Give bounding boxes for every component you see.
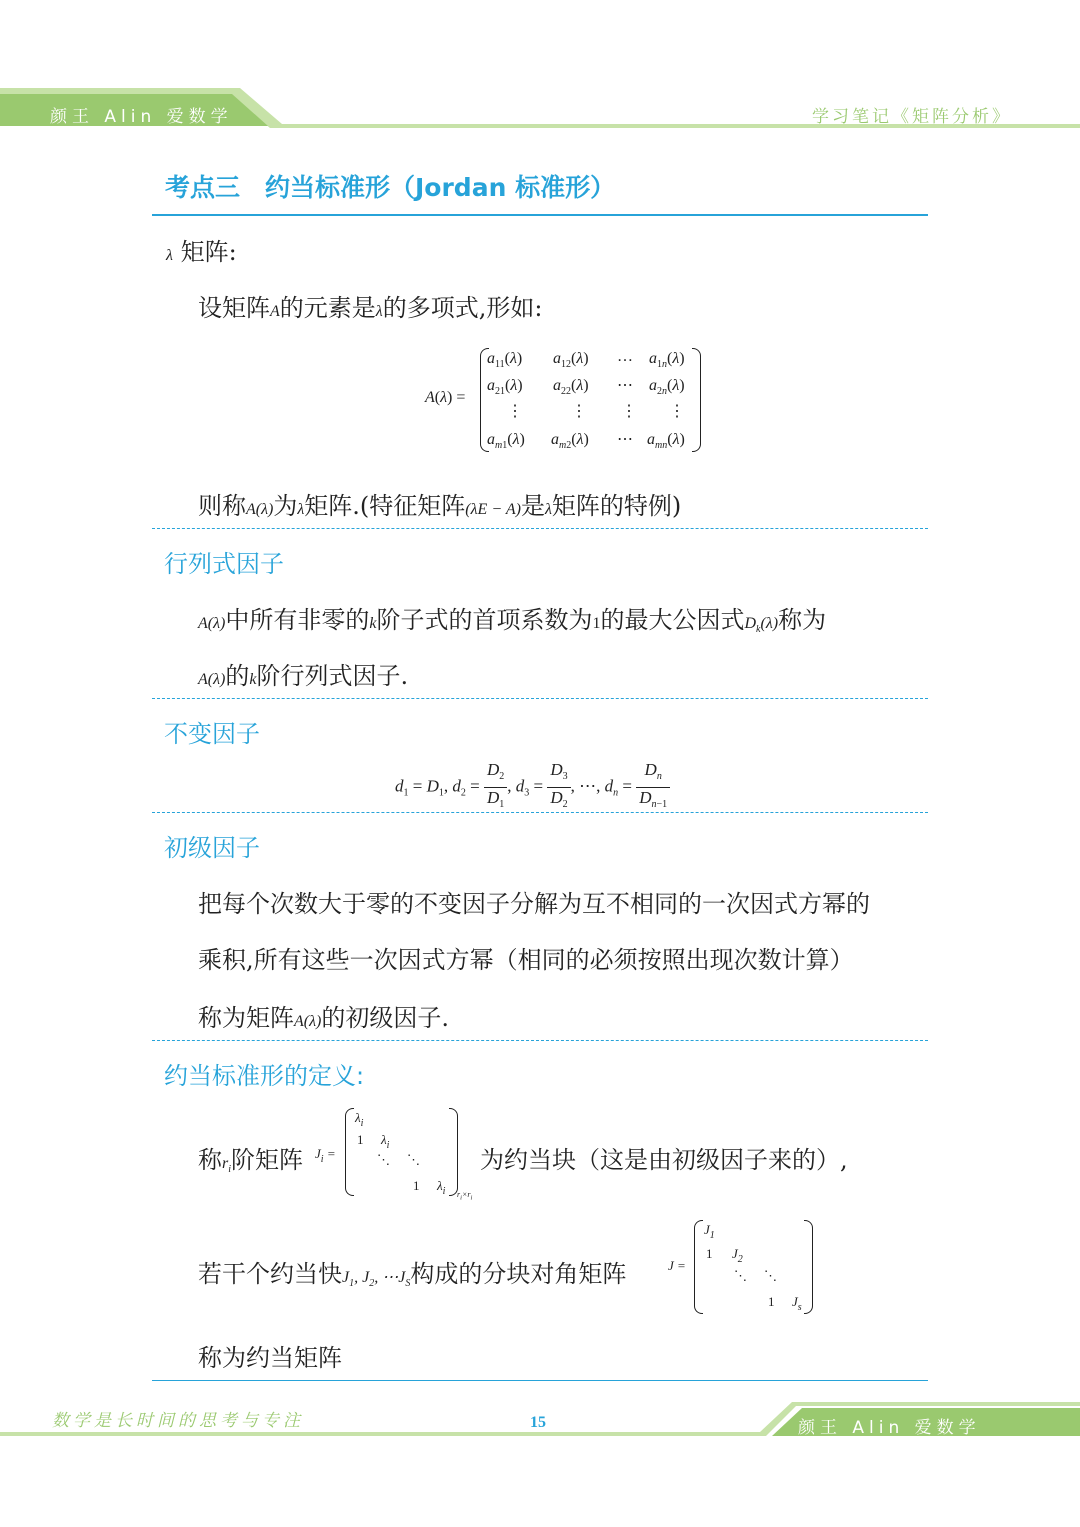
jordan-matrix-conclusion: 称为约当矩阵 [198,1344,342,1372]
page-number: 15 [530,1414,546,1431]
lambda-symbol: λ [166,247,173,264]
jordan-matrix: J = $J_1$ 1 $J_2$ ⋱ ⋱ 1 $J_s$ [668,1218,818,1316]
jordan-matrix-line: 若干个约当快$J_1$, $J_2$, $\cdots J_S$构成的分块对角矩阵 [198,1260,627,1289]
divider [152,1040,928,1041]
lambda-matrix-conclusion: 则称A(λ)为λ矩阵.(特征矩阵(λE − A)是λ矩阵的特例) [198,492,682,520]
determinant-factor-line2: A(λ)的k阶行列式因子. [198,662,409,690]
lambda-matrix-formula: A(λ) = $a_{11}(\lambda)$ $a_{12}(\lambda)$ … $a_{1n}(\lambda)$ $a_{21}(\lambda)$ $a_{22}(\lambda)$ ⋯ $a_{2n}(\lambda)$ ⋮ ⋮ ⋮ ⋮ $a_{m1}(\lambda)$ $a_{m2}(\lambda)$ ⋯ $a_{mn}(\lambda)$ [425,346,715,454]
section-heading-elementary-divisor: 初级因子 [164,834,260,862]
header-left-text: 颜王 Alin 爱数学 [50,107,233,127]
bottom-rule [152,1380,928,1381]
divider [152,698,928,699]
elementary-divisor-line1: 把每个次数大于零的不变因子分解为互不相同的一次因式方幂的 [198,890,870,918]
section-heading-determinant-factor: 行列式因子 [164,550,284,578]
lambda-matrix-intro: 设矩阵A的元素是λ的多项式,形如: [198,294,543,322]
jordan-block-matrix: $J_i$ = $\lambda_i$ 1 $\lambda_i$ ⋱ ⋱ 1 $\lambda_i$ $r_i\times r_i$ [315,1110,473,1202]
header-right-text: 学习笔记《矩阵分析》 [812,107,1012,127]
section-heading-invariant-factor: 不变因子 [164,720,260,748]
elementary-divisor-line3: 称为矩阵A(λ)的初级因子. [198,1004,449,1032]
jordan-block-suffix: 为约当块（这是由初级因子来的）, [480,1146,848,1174]
section-heading-jordan-definition: 约当标准形的定义: [164,1062,365,1090]
lambda-matrix-heading: λ 矩阵: [166,238,237,266]
elementary-divisor-line2: 乘积,所有这些一次因式方幂（相同的必须按照出现次数计算） [198,946,854,974]
divider [152,812,928,813]
page-title: 考点三 约当标准形（Jordan 标准形） [165,173,616,202]
determinant-factor-line1: A(λ)中所有非零的k阶子式的首项系数为1的最大公因式$D_k(\lambda)$称为 [198,606,827,635]
footer-motto: 数学是长时间的思考与专注 [52,1411,304,1431]
jordan-block-line: 称$r_i$阶矩阵 [198,1146,304,1175]
footer-right-text: 颜王 Alin 爱数学 [798,1418,981,1438]
title-rule [152,214,928,216]
divider [152,528,928,529]
invariant-factor-formula: $d_1 = D_1$, $d_2$ = $\frac{D_2}{D_1}$ , $d_3$ = $\frac{D_3}{D_2}$ , ⋯, $d_n$ = $\frac{D_n}{D_{n-1}}$ [395,760,670,815]
